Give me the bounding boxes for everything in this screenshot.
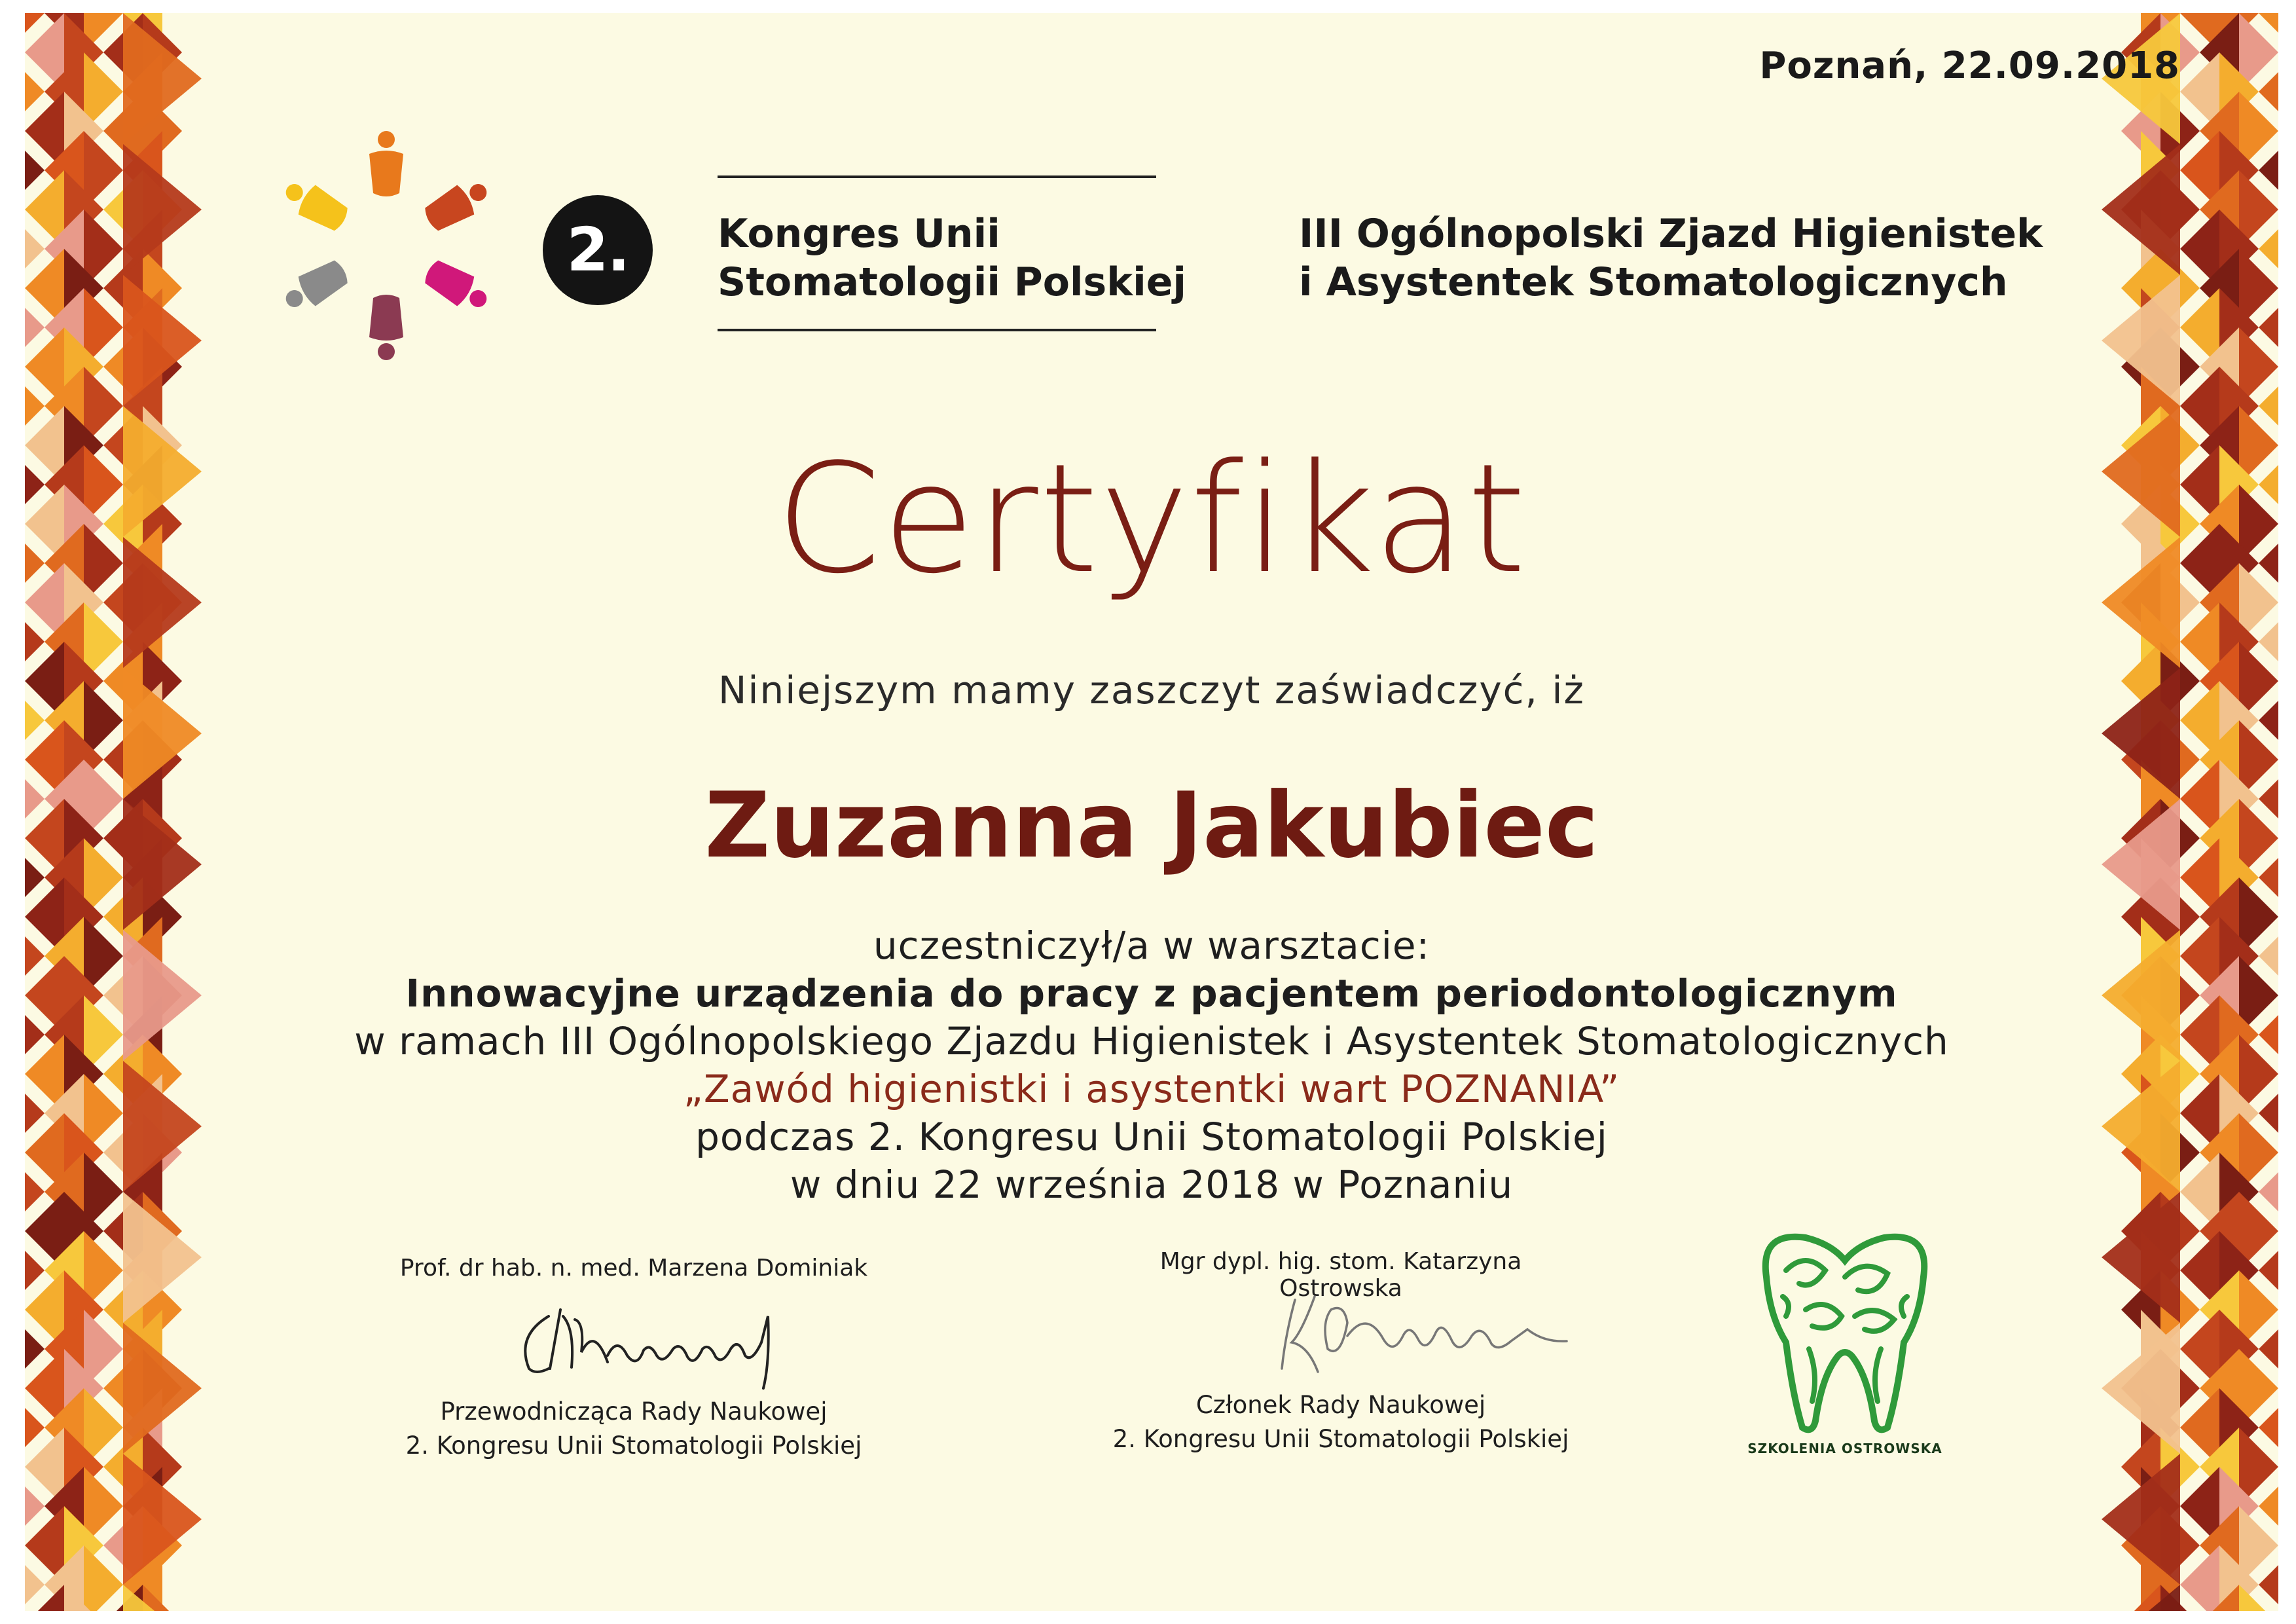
signer-1-role-line-2: 2. Kongresu Unii Stomatologii Polskiej (405, 1431, 862, 1460)
certificate-paper (25, 13, 2278, 1611)
signer-1-signature (509, 1290, 850, 1395)
signer-1-role-line-1: Przewodnicząca Rady Naukowej (440, 1397, 828, 1426)
issue-date: Poznań, 22.09.2018 (1759, 45, 2180, 87)
signer-1-name: Prof. dr hab. n. med. Marzena Dominiak (399, 1255, 868, 1282)
sponsor-logo-caption: SZKOLENIA OSTROWSKA (1747, 1441, 1942, 1456)
people-circle-logo-icon (262, 118, 511, 373)
signer-1-role (392, 1395, 876, 1463)
certificate-body (25, 922, 2278, 1209)
kongres-number-badge: 2. (543, 195, 653, 305)
event-date-line: w dniu 22 września 2018 w Poznaniu (790, 1162, 1514, 1207)
kongres-name-line-2: Stomatologii Polskiej (718, 259, 1186, 305)
recipient-name: Zuzanna Jakubiec (704, 773, 1599, 878)
kongres-bottom-rule (718, 329, 1156, 331)
kongres-name (718, 210, 1186, 306)
signer-2-role-line-2: 2. Kongresu Unii Stomatologii Polskiej (1112, 1425, 1569, 1453)
kongres-top-rule (718, 175, 1156, 178)
participation-line: uczestniczył/a w warsztacie: (873, 923, 1430, 968)
signer-2-role-line-1: Członek Rady Naukowej (1195, 1391, 1486, 1419)
certificate-title: Certyfikat (775, 432, 1528, 607)
signer-2-signature (1269, 1283, 1583, 1382)
congress-line: podczas 2. Kongresu Unii Stomatologii Polskiej (695, 1115, 1608, 1159)
zjazd-name-line-1: III Ogólnopolski Zjazd Higienistek (1299, 211, 2043, 257)
intro-text: Niniejszym mamy zaszczyt zaświadczyć, iż (718, 668, 1585, 712)
signer-2-name: Mgr dypl. hig. stom. Katarzyna Ostrowska (1159, 1248, 1522, 1302)
framework-line: w ramach III Ogólnopolskiego Zjazdu Higienistek i Asystentek Stomatologicznych (354, 1019, 1949, 1063)
zjazd-name (1299, 210, 2043, 306)
zjazd-name-line-2: i Asystentek Stomatologicznych (1299, 259, 2008, 305)
motto-line: „Zawód higienistki i asystentki wart POZNANIA” (683, 1067, 1620, 1111)
workshop-title: Innowacyjne urządzenia do pracy z pacjentem periodontologicznym (405, 971, 1898, 1016)
kongres-name-line-1: Kongres Unii (718, 211, 1000, 257)
signer-2-role (1099, 1388, 1583, 1456)
floral-tooth-logo-icon (1747, 1225, 1943, 1441)
